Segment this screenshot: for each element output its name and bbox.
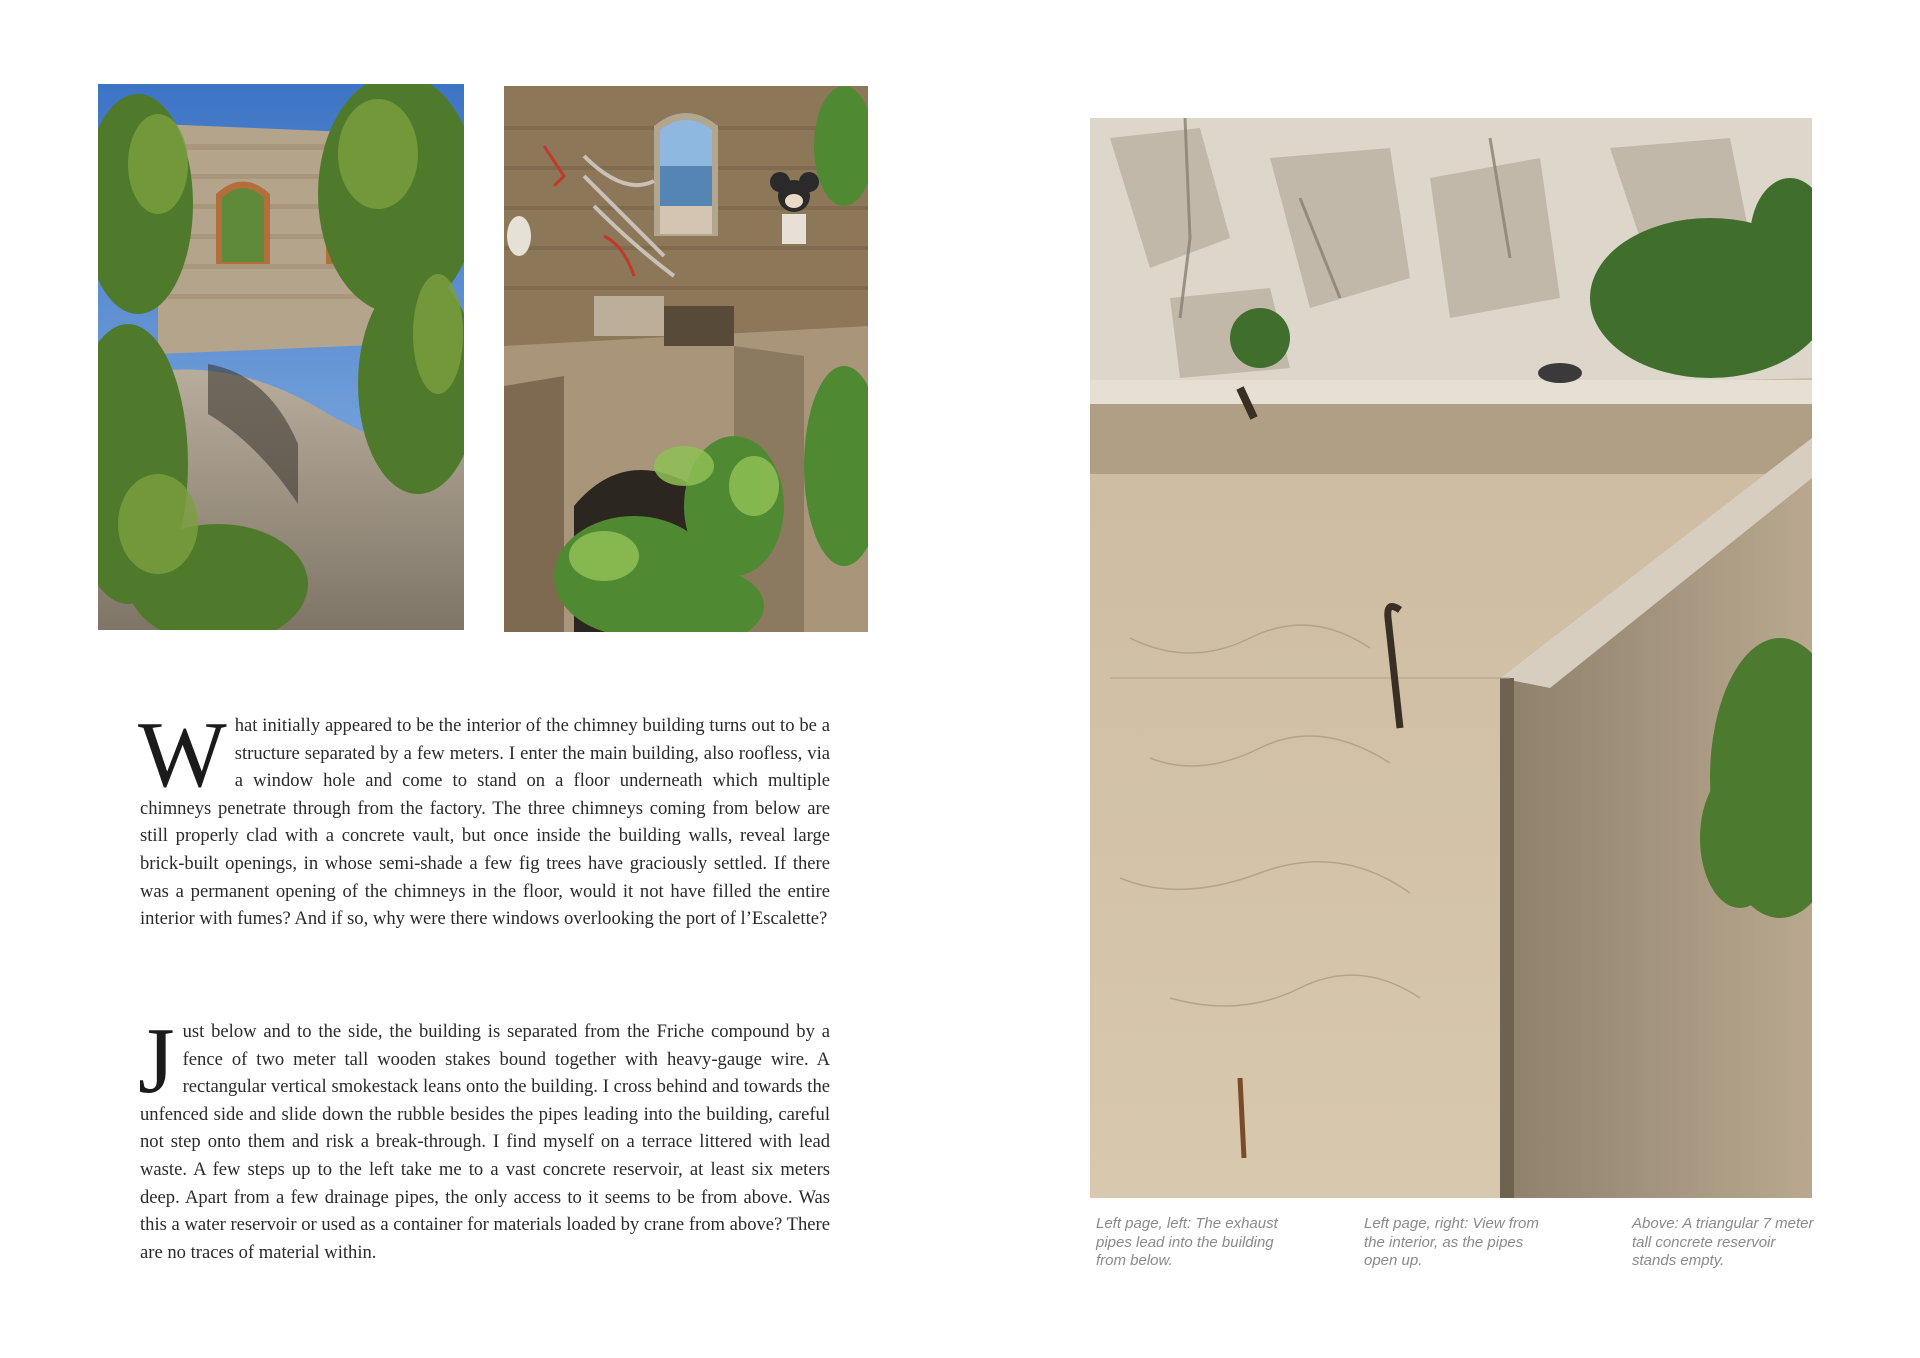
dropcap-w: W — [138, 703, 227, 807]
caption-left-page-right: Left page, right: View from the interior, as the pipes open up. — [1364, 1215, 1539, 1269]
paragraph-2-text: ust below and to the side, the building is separated from the Friche compound by a fence of two meter tall wooden stakes bound together with heavy-gauge wire. A rectangular vertical smokestack leans onto the building. I cross behind and towards the unfenced side and slide down the rubble besides the pipes leading into the building, careful not step onto them and risk a break-through. I find myself on a terrace littered with lead waste. A few steps up to the left take me to a vast concrete reservoir, at least six meters deep. Apart from a few drainage pipes, the only access to it seems to be from above. Was this a water reservoir or used as a container for materials loaded by crane from above? There are no traces of material within. — [140, 1021, 830, 1263]
caption-above: Above: A triangular 7 meter tall concrete reservoir stands empty. — [1632, 1215, 1814, 1269]
article-paragraph-2 — [138, 1009, 830, 1266]
paragraph-1-text: hat initially appeared to be the interior of the chimney building turns out to be a structure separated by a few meters. I enter the main building, also roofless, via a window hole and come to stand on a floor underneath which multiple chimneys penetrate through from the factory. The three chimneys coming from below are still properly clad with a concrete vault, but once inside the building walls, reveal large brick-built openings, in whose semi-shade a few fig trees have graciously settled. If there was a permanent opening of the chimneys in the floor, would it not have filled the entire interior with fumes? And if so, why were there windows overlooking the port of l’Escalette? — [140, 715, 830, 930]
photo-interior-window — [504, 86, 868, 632]
article-paragraph-1 — [138, 703, 830, 933]
caption-left-page-left: Left page, left: The exhaust pipes lead into the building from below. — [1096, 1215, 1278, 1269]
dropcap-j: J — [138, 1009, 175, 1113]
photo-ruined-building — [98, 84, 464, 630]
photo-concrete-reservoir — [1090, 118, 1812, 1198]
